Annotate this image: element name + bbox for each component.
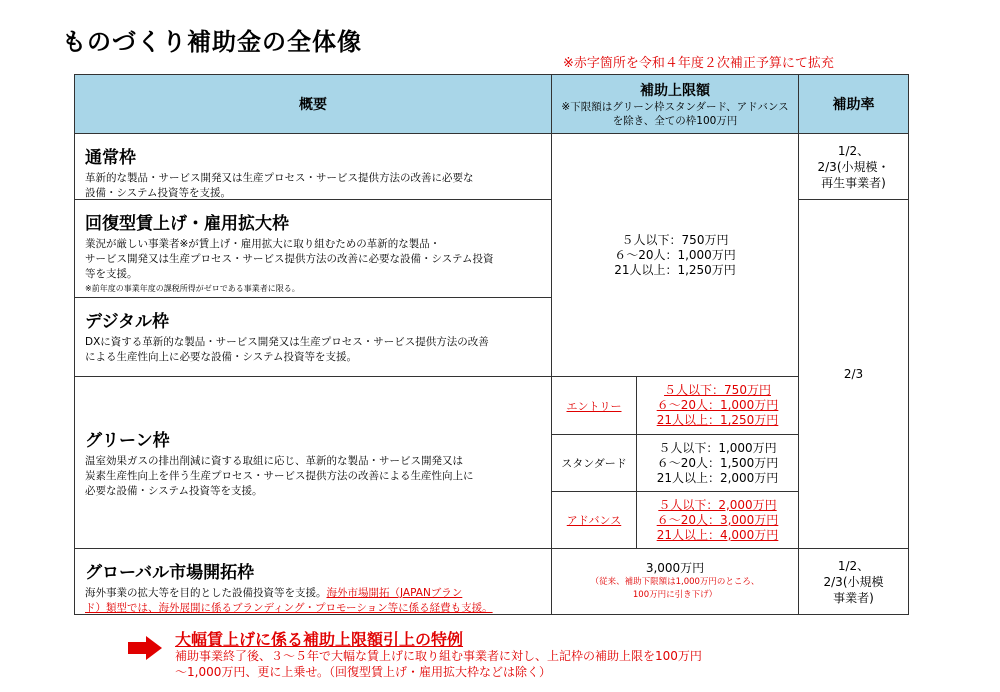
row-recovery-desc-3: 等を支援。 xyxy=(85,268,138,280)
row-global-desc-1 xyxy=(85,586,541,601)
arrow-right-icon xyxy=(128,636,162,660)
green-entry-limit-3: 21人以上：1,250万円 xyxy=(656,413,779,427)
row-normal-title: 通常枠 xyxy=(85,148,136,168)
row-global xyxy=(74,548,552,615)
green-advance-limits xyxy=(636,491,799,549)
green-advance-limit-1: ５人以下：2,000万円 xyxy=(658,497,777,512)
green-entry-limit-2: ６～20人：1,000万円 xyxy=(656,398,779,412)
row-green xyxy=(74,376,552,549)
header-rate-label: 補助率 xyxy=(832,97,875,113)
row-recovery-note: ※前年度の事業年度の課税所得がゼロである事業者に限る。 xyxy=(85,284,300,293)
row-digital-desc-1: DXに資する革新的な製品・サービス開発又は生産プロセス・サービス提供方法の改善 xyxy=(85,336,489,348)
header-limit-note-2: を除き、全ての枠100万円 xyxy=(612,115,738,127)
row-digital xyxy=(74,297,552,377)
row-global-desc-1-red: 海外市場開拓（JAPANブラン xyxy=(326,587,463,599)
green-advance-label-cell xyxy=(551,491,637,549)
green-advance-limit-3: 21人以上：4,000万円 xyxy=(656,527,779,542)
row-global-desc-2: ド）類型では、海外展開に係るブランディング・プロモーション等に係る経費も支援。 xyxy=(85,602,493,614)
row-recovery-desc-2: サービス開発又は生産プロセス・サービス提供方法の改善に必要な設備・システム投資 xyxy=(85,253,494,265)
header-overview xyxy=(74,74,552,134)
rate-normal-1: 1/2、 xyxy=(837,143,870,158)
row-digital-desc-2: による生産性向上に必要な設備・システム投資等を支援。 xyxy=(85,351,357,363)
row-green-desc-1: 温室効果ガスの排出削減に資する取組に応じ、革新的な製品・サービス開発又は xyxy=(85,455,463,467)
limit-shared-1: ５人以下：750万円 xyxy=(621,232,729,247)
green-standard-label-cell xyxy=(551,434,637,492)
limit-shared-2: ６～20人：1,000万円 xyxy=(614,247,736,262)
rate-global-2: 2/3(小規模 xyxy=(823,574,884,589)
rate-global-1: 1/2、 xyxy=(837,558,870,573)
header-limit-note-1: ※下限額はグリーン枠スタンダード、アドバンス xyxy=(561,101,789,113)
row-global-title: グローバル市場開拓枠 xyxy=(85,563,255,583)
row-normal xyxy=(74,133,552,200)
green-advance-label: アドバンス xyxy=(566,514,622,527)
green-advance-limit-2: ６～20人：3,000万円 xyxy=(656,512,779,527)
limit-global-note-2: 100万円に引き下げ） xyxy=(632,590,718,600)
row-normal-desc-1: 革新的な製品・サービス開発又は生産プロセス・サービス提供方法の改善に必要な xyxy=(85,172,474,184)
row-green-desc-3: 必要な設備・システム投資等を支援。 xyxy=(85,485,263,497)
row-recovery-desc-1: 業況が厳しい事業者※が賃上げ・雇用拡大に取り組むための革新的な製品・ xyxy=(85,238,441,250)
limit-global-note-1: （従来、補助下限額は1,000万円のところ、 xyxy=(590,577,760,587)
green-entry-limits xyxy=(636,376,799,435)
subsidy-table xyxy=(74,74,909,615)
special-desc-1: 補助事業終了後、３～５年で大幅な賃上げに取り組む事業者に対し、上記枠の補助上限を100万円 xyxy=(175,649,702,663)
header-limit-label: 補助上限額 xyxy=(640,83,710,99)
limit-shared-3: 21人以上：1,250万円 xyxy=(614,262,736,277)
rate-mid xyxy=(798,199,909,549)
green-standard-limits xyxy=(636,434,799,492)
special-title: 大幅賃上げに係る補助上限額引上の特例 xyxy=(175,630,464,649)
page-title: ものづくり補助金の全体像 xyxy=(62,28,362,56)
special-desc xyxy=(175,648,835,680)
row-global-desc-1-black: 海外事業の拡大等を目的とした設備投資等を支援。 xyxy=(85,587,327,599)
row-normal-desc-2: 設備・システム投資等を支援。 xyxy=(85,187,231,199)
header-overview-label: 概要 xyxy=(299,97,327,113)
green-standard-limit-2: ６～20人：1,500万円 xyxy=(656,455,779,470)
green-entry-label: エントリー xyxy=(566,399,622,413)
limit-shared xyxy=(551,133,799,377)
top-note: ※赤字箇所を令和４年度２次補正予算にて拡充 xyxy=(563,56,834,71)
row-green-desc-2: 炭素生産性向上を伴う生産プロセス・サービス提供方法の改善による生産性向上に xyxy=(85,470,474,482)
rate-global xyxy=(798,548,909,615)
row-recovery xyxy=(74,199,552,298)
green-entry-label-cell xyxy=(551,376,637,435)
row-digital-title: デジタル枠 xyxy=(85,312,169,332)
rate-normal-2: 2/3(小規模・ xyxy=(817,159,890,174)
green-entry-limit-1: ５人以下：750万円 xyxy=(664,383,771,397)
rate-normal xyxy=(798,133,909,200)
row-green-title: グリーン枠 xyxy=(85,431,170,451)
green-standard-label: スタンダード xyxy=(561,457,627,470)
green-standard-limit-3: 21人以上：2,000万円 xyxy=(656,470,779,485)
header-limit xyxy=(551,74,799,134)
header-rate xyxy=(798,74,909,134)
special-desc-2: ～1,000万円、更に上乗せ。（回復型賃上げ・雇用拡大枠などは除く） xyxy=(175,665,551,679)
green-standard-limit-1: ５人以下：1,000万円 xyxy=(658,440,777,455)
rate-normal-3: 再生事業者) xyxy=(821,175,886,190)
rate-global-3: 事業者) xyxy=(833,590,874,605)
row-recovery-title: 回復型賃上げ・雇用拡大枠 xyxy=(85,214,289,234)
limit-global-main: 3,000万円 xyxy=(645,561,705,575)
rate-mid-value: 2/3 xyxy=(843,367,864,381)
limit-global xyxy=(551,548,799,615)
